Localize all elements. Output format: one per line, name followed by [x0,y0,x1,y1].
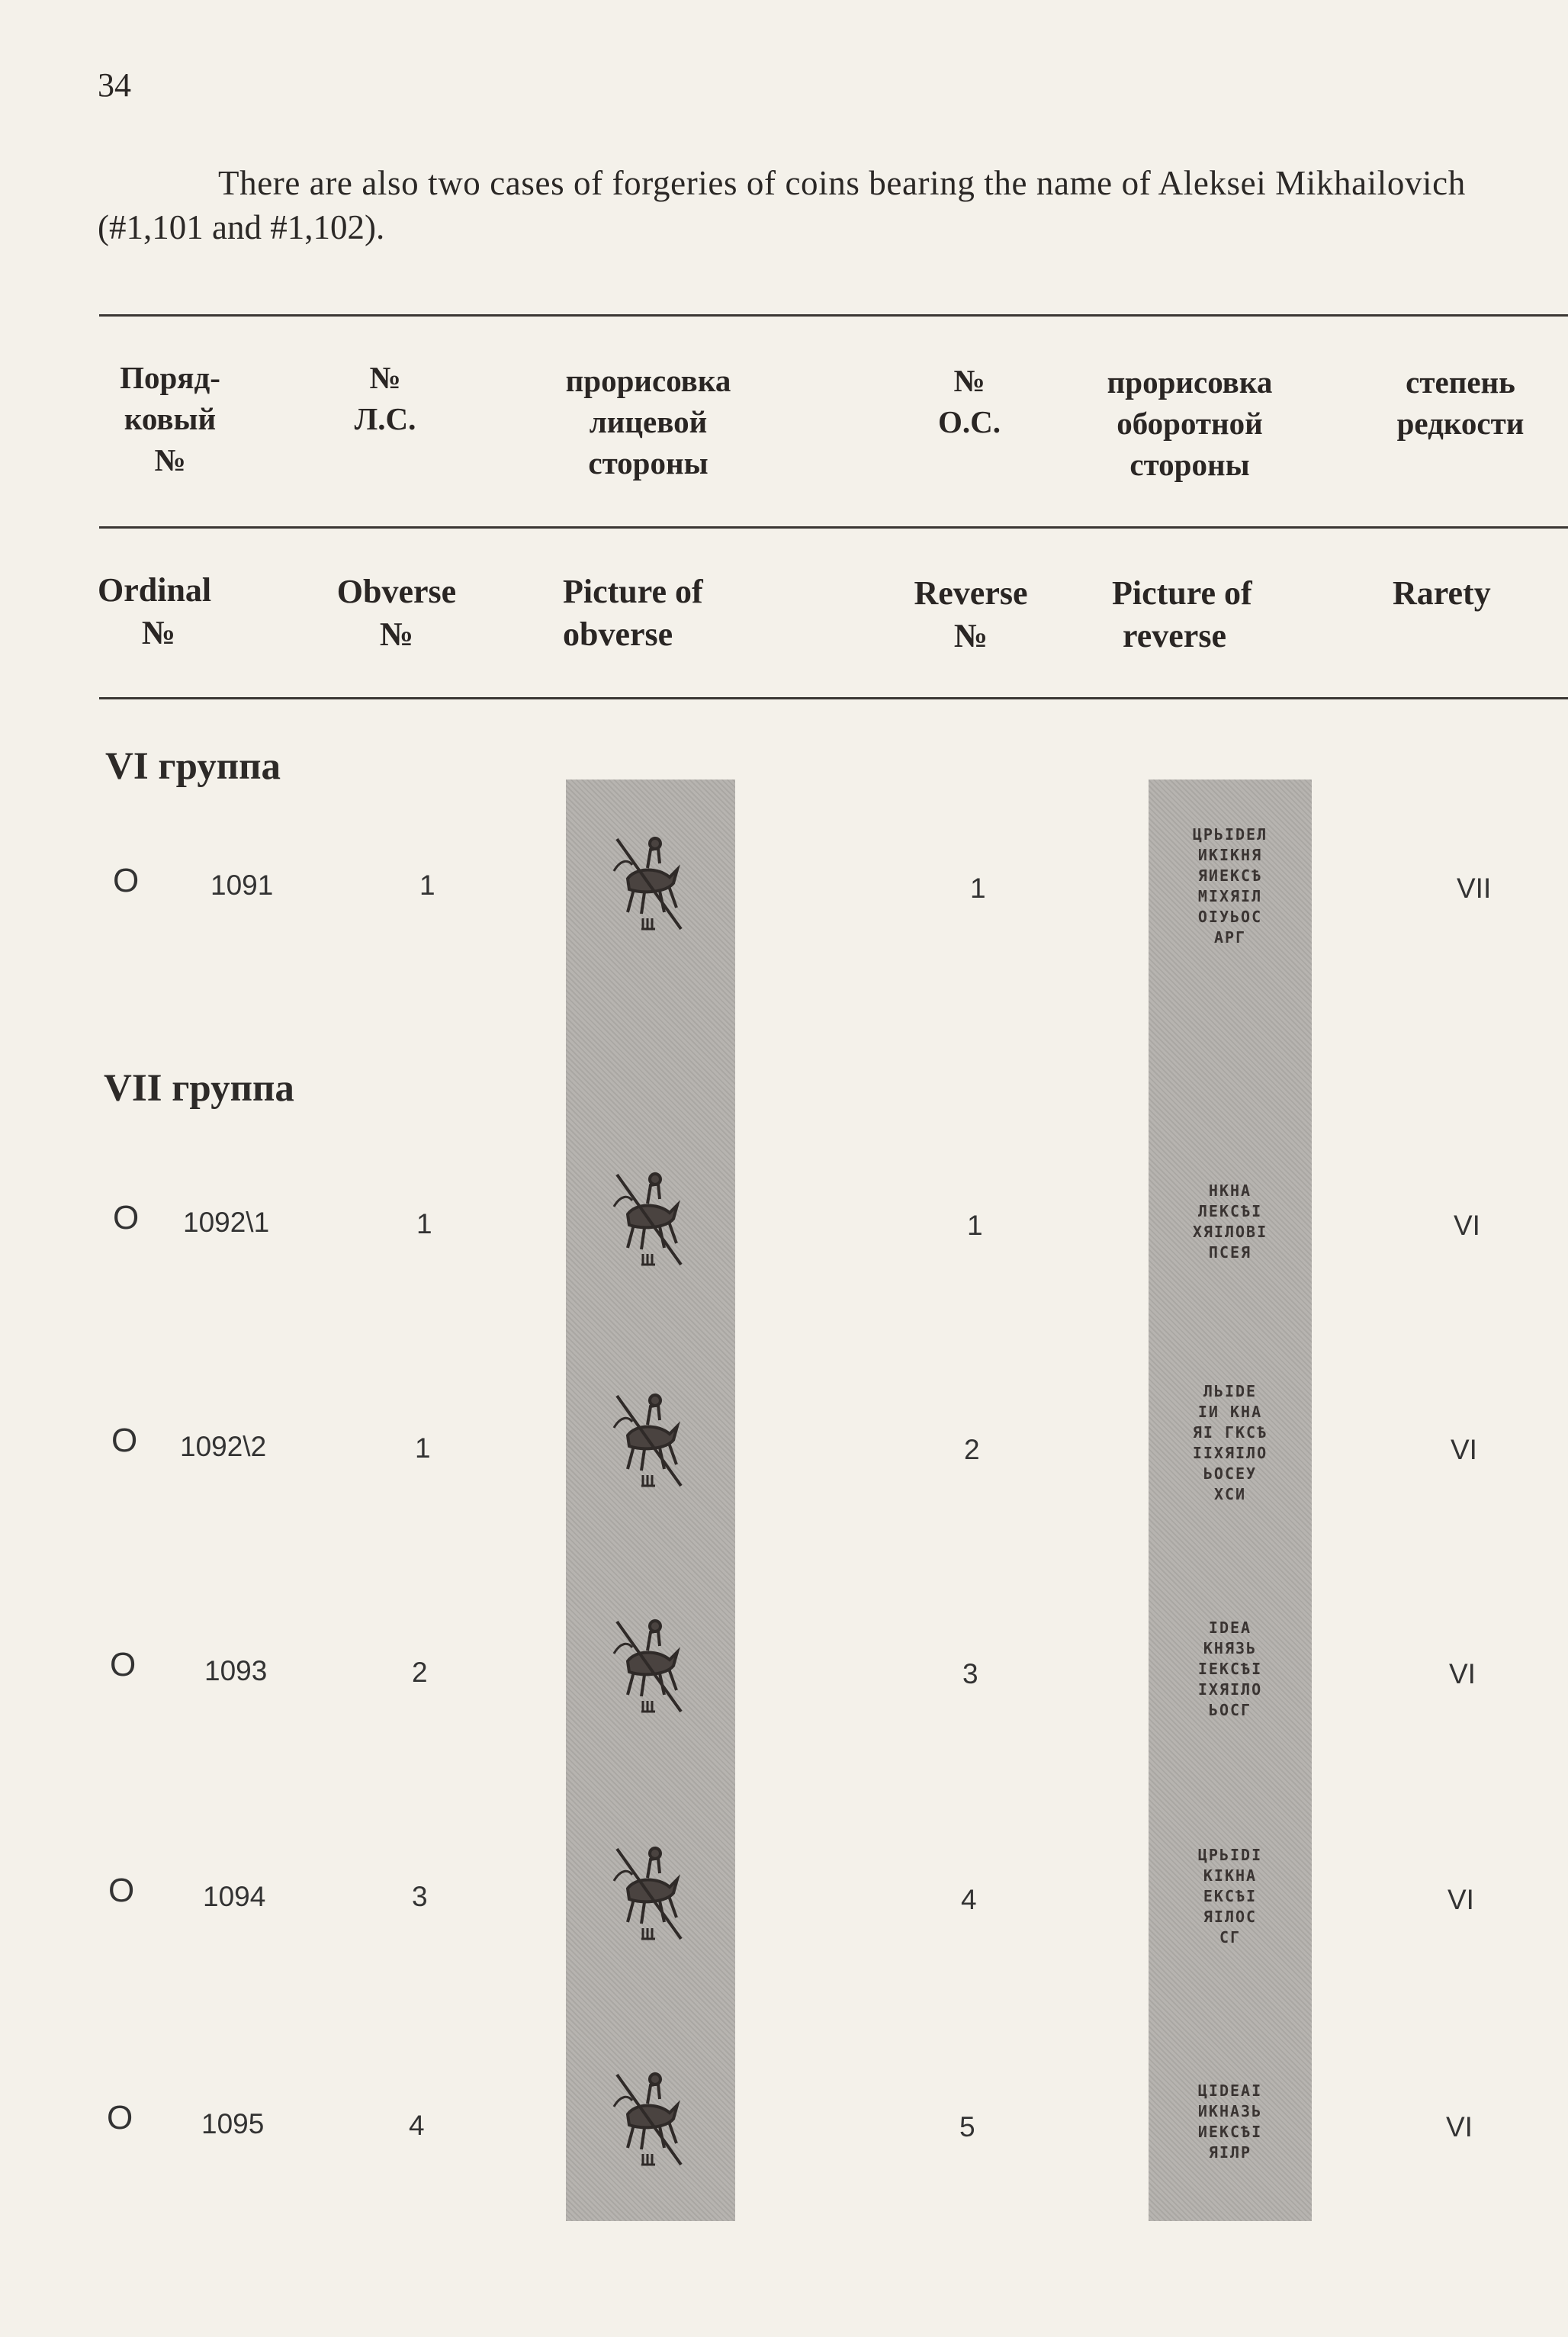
reverse-legend-line: ІИ КНА [1197,1403,1263,1421]
reverse-legend-line: ЬОСЕУ [1203,1464,1258,1483]
header-ru-reverse-picture: прорисовка оборотной стороны [1107,365,1273,482]
obverse-number: 3 [412,1881,428,1912]
reverse-legend-line: ЦРЬІDІ [1197,1845,1263,1864]
header-en-reverse-picture: Picture of reverse [1112,574,1252,654]
header-ru-reverse-number: № О.С. [938,363,1001,439]
rider-drawing [614,1621,681,1712]
reverse-number: 4 [961,1884,977,1915]
reverse-legend-line: НКНА [1208,1181,1252,1200]
row-mark: O [113,1199,140,1236]
reverse-legend-line: КНЯЗЬ [1203,1638,1258,1657]
reverse-legend [1149,1618,1312,1721]
reverse-legend-line: ІDЕА [1208,1618,1252,1637]
rider-drawing [614,2074,681,2165]
reverse-legend-line: ПСЕЯ [1208,1243,1252,1262]
reverse-legend-line: ІХЯІЛО [1197,1680,1263,1699]
rarity-value: VI [1449,1658,1476,1689]
header-en-obverse-number: Obverse № [336,573,457,653]
row-mark: O [108,1872,135,1909]
header-ru-obverse-picture: прорисовка лицевой стороны [565,363,731,481]
rider-drawing [614,1395,681,1486]
rarity-value: VI [1454,1210,1480,1241]
reverse-legend-line: ІІХЯІЛО [1192,1444,1268,1462]
rider-drawing [614,1848,681,1939]
reverse-legend-line: ЬОСГ [1208,1700,1252,1719]
reverse-legend-line: АРГ [1213,928,1247,947]
rider-drawing [614,838,681,929]
reverse-legend-line: ХЯІЛОВІ [1192,1223,1268,1241]
header-en-ordinal: Ordinal № [98,571,212,651]
reverse-legend-line: ЯІЛОС [1203,1907,1258,1926]
reverse-number: 5 [959,2111,975,2143]
header-ru-rarity: степень редкости [1396,365,1525,441]
header-en-obverse-picture: Picture of obverse [563,573,703,653]
header-en-rarity: Rarety [1393,574,1491,612]
ordinal-number: 1091 [210,870,274,901]
row-mark: O [113,862,140,899]
reverse-legend-line: ОІУЬОС [1197,908,1263,926]
obverse-number: 1 [416,1208,432,1239]
reverse-legend-line: ЯІЛР [1208,2143,1252,2162]
reverse-number: 1 [970,873,986,904]
obverse-number: 1 [419,870,435,901]
table-middle-rule [99,526,1568,529]
reverse-legend-line: ЯІ ГКСѢ [1192,1423,1268,1442]
reverse-legend-line: МІХЯІЛ [1197,887,1263,905]
reverse-legend [1149,1845,1312,1948]
reverse-legend [1149,1181,1312,1263]
header-ru-obverse-number: № Л.С. [354,360,416,436]
reverse-legend-line: КІКНА [1203,1866,1258,1885]
header-ru-ordinal: Поряд- ковый № [120,360,220,477]
reverse-legend [1149,2081,1312,2163]
ordinal-number: 1095 [201,2108,265,2139]
reverse-legend-line: ЛЬІDЕ [1203,1382,1258,1400]
reverse-number: 2 [964,1434,980,1465]
reverse-legend-line: ИКІКНЯ [1197,846,1263,864]
reverse-legend-line: ХСИ [1213,1485,1247,1503]
intro-text-line-2: (#1,101 and #1,102). [98,208,385,246]
group-heading-vii: VII группа [104,1067,294,1110]
reverse-legend-line: ЦІDЕАІ [1197,2081,1263,2100]
group-heading-vi: VI группа [105,745,281,788]
obverse-drawings [566,780,735,2221]
reverse-legend-line: ИЕКСѢІ [1197,2123,1263,2141]
row-mark: O [110,1646,137,1683]
row-mark: O [111,1422,138,1459]
reverse-legend-line: СГ [1219,1927,1242,1946]
reverse-legend-line: ЛЕКСѢІ [1197,1202,1263,1220]
reverse-number: 1 [967,1210,983,1241]
obverse-number: 4 [409,2110,425,2141]
reverse-legend-line: ИКНАЗЬ [1197,2102,1263,2120]
ordinal-number: 1094 [203,1881,266,1912]
reverse-legend-line: ЯИЕКСѢ [1197,866,1263,885]
reverse-legend-line: ІЕКСѢІ [1197,1659,1263,1678]
reverse-legend-line: ЦРЬIDЕЛ [1192,825,1268,844]
reverse-picture-strip [1149,780,1312,2221]
page-number: 34 [98,66,131,104]
table-header-bottom-rule [99,697,1568,699]
reverse-legend [1149,825,1312,948]
reverse-number: 3 [962,1658,978,1689]
ordinal-number: 1092\2 [180,1431,267,1462]
rider-drawing [614,1174,681,1265]
obverse-picture-strip [566,780,735,2221]
obverse-number: 1 [415,1432,431,1464]
table-top-rule [99,314,1568,317]
rarity-value: VI [1448,1884,1474,1915]
reverse-legend-line: ЕКСѢІ [1203,1886,1258,1905]
ordinal-number: 1092\1 [183,1207,270,1238]
obverse-number: 2 [412,1657,428,1688]
rarity-value: VI [1446,2111,1473,2143]
ordinal-number: 1093 [204,1655,268,1686]
header-en-reverse-number: Reverse № [914,574,1028,654]
row-mark: O [107,2099,133,2136]
reverse-legend [1149,1381,1312,1505]
intro-text-line-1: There are also two cases of forgeries of coins bearing the name of Aleksei Mikhailovich [218,164,1466,202]
rarity-value: VI [1451,1434,1477,1465]
rarity-value: VII [1457,873,1492,904]
